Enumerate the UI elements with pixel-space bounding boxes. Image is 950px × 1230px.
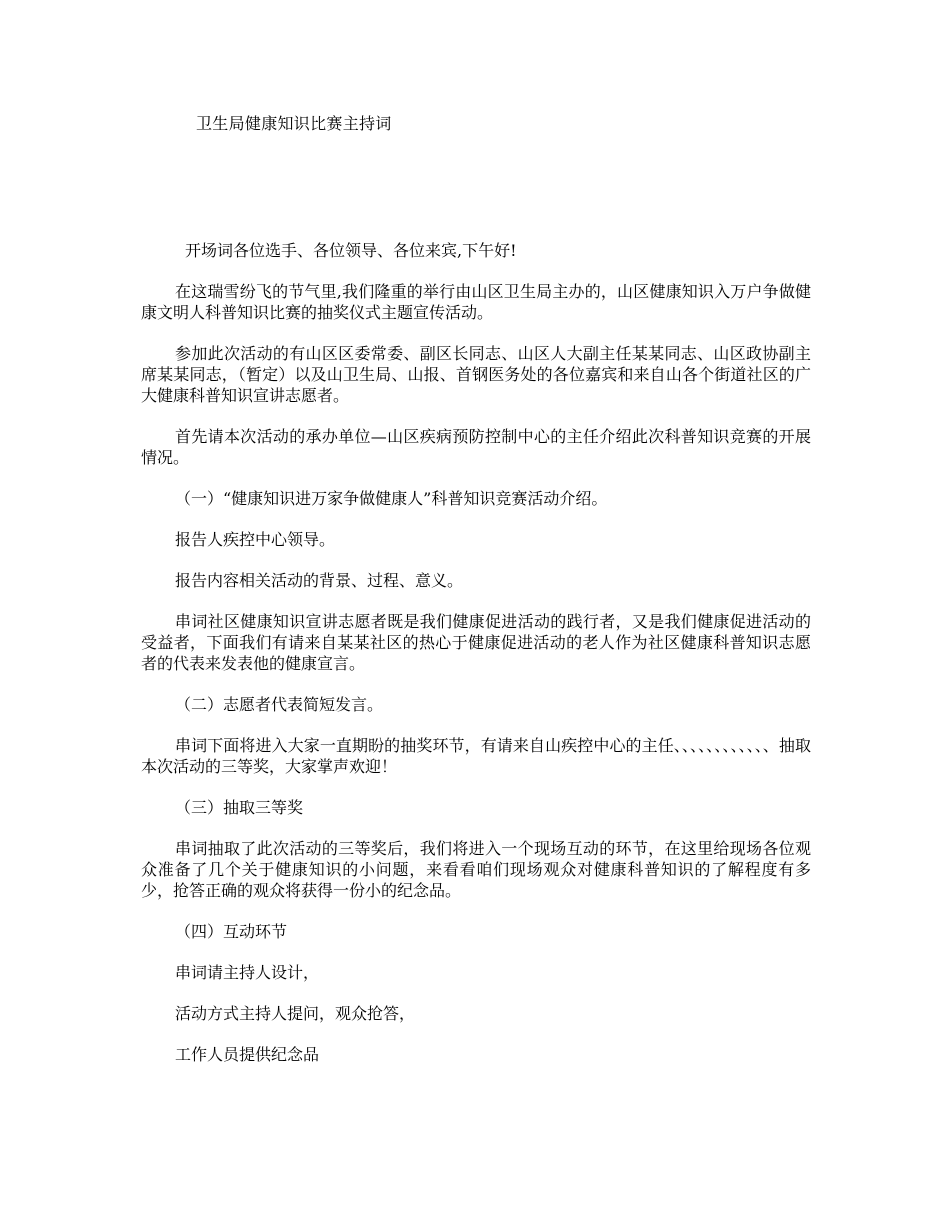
paragraph-section-3-heading: （三）抽取三等奖	[175, 798, 304, 817]
paragraph-section-2-heading: （二）志愿者代表简短发言。	[175, 695, 384, 714]
paragraph-section-1-heading: （一）“健康知识进万家争做健康人”科普知识竞赛活动介绍。	[175, 489, 608, 508]
paragraph-section-4-heading: （四）互动环节	[175, 922, 288, 941]
paragraph-intro: 在这瑞雪纷飞的节气里,我们隆重的举行由山区卫生局主办的，山区健康知识入万户争做健康文明人科普知识比赛的抽奖仪式主题宣传活动。	[141, 282, 811, 322]
paragraph-staff-souvenirs: 工作人员提供纪念品	[175, 1045, 320, 1064]
paragraph-lottery-transition: 串词下面将进入大家一直期盼的抽奖环节，有请来自山疾控中心的主任、、、、、、、、、、、、抽取本次活动的三等奖，大家掌声欢迎！	[141, 736, 811, 776]
paragraph-interaction-transition: 串词抽取了此次活动的三等奖后，我们将进入一个现场互动的环节，在这里给现场各位观众准备了几个关于健康知识的小问题，来看看咱们现场观众对健康科普知识的了解程度有多少，抢答正确的观众将获得一份小的纪念品。	[141, 839, 811, 900]
paragraph-activity-format: 活动方式主持人提问，观众抢答，	[175, 1004, 416, 1023]
paragraph-report-content: 报告内容相关活动的背景、过程、意义。	[175, 571, 464, 590]
paragraph-volunteer-transition: 串词社区健康知识宣讲志愿者既是我们健康促进活动的践行者，又是我们健康促进活动的受益者，下面我们有请来自某某社区的热心于健康促进活动的老人作为社区健康科普知识志愿者的代表来发表他的健康宣言。	[141, 612, 811, 673]
paragraph-attendees: 参加此次活动的有山区区委常委、副区长同志、山区人大副主任某某同志、山区政协副主席某某同志，（暂定）以及山卫生局、山报、首钢医务处的各位嘉宾和来自山各个街道社区的广大健康科普知识宣讲志愿者。	[141, 344, 811, 405]
paragraph-opening: 开场词各位选手、各位领导、各位来宾,下午好!	[185, 241, 517, 260]
paragraph-host-design: 串词请主持人设计，	[175, 963, 320, 982]
paragraph-reporter: 报告人疾控中心领导。	[175, 530, 336, 549]
document-body	[141, 240, 811, 1085]
document-title: 卫生局健康知识比赛主持词	[196, 114, 392, 133]
paragraph-organizer-intro: 首先请本次活动的承办单位—山区疾病预防控制中心的主任介绍此次科普知识竞赛的开展情况。	[141, 427, 811, 467]
